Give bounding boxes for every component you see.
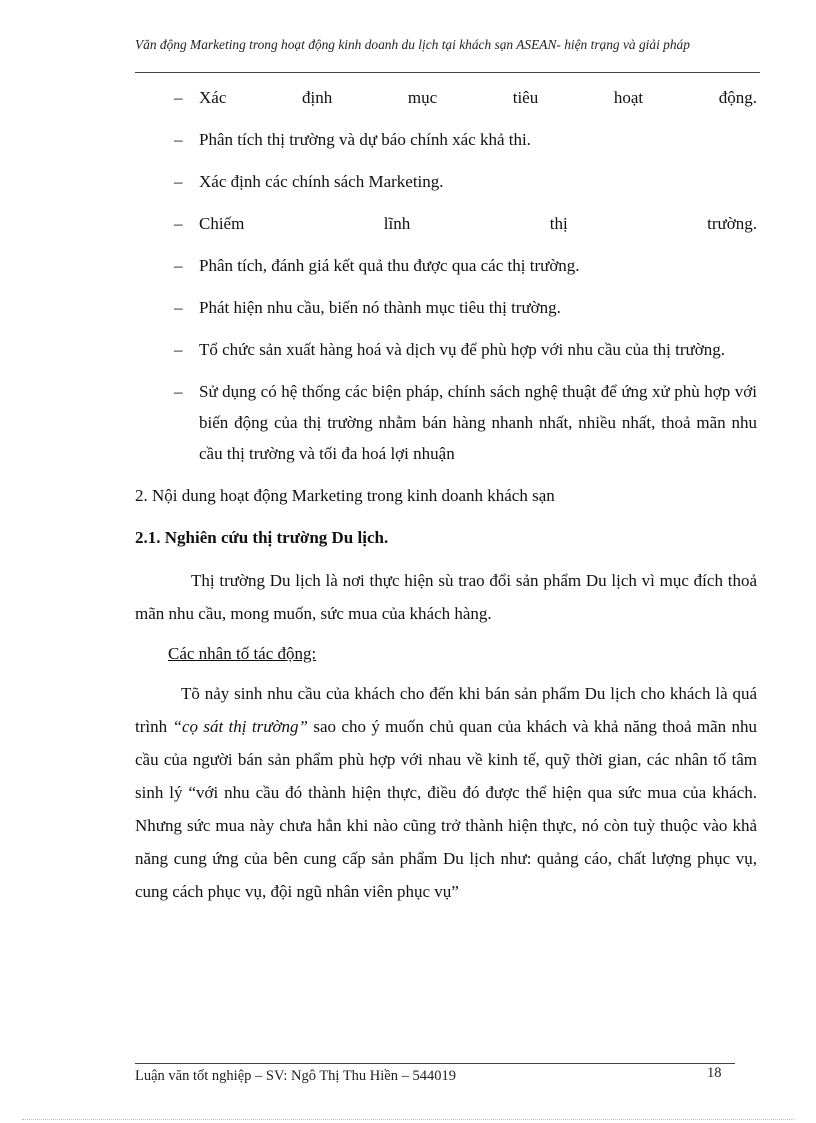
bullet-item xyxy=(135,166,757,197)
bullet-text: Phân tích thị trường và dự báo chính xác khả thi. xyxy=(199,130,531,149)
dash-marker: – xyxy=(174,172,183,191)
bullet-text: Xác định các chính sách Marketing. xyxy=(199,172,444,191)
page-body xyxy=(135,82,757,916)
bullet-text: Sử dụng có hệ thống các biện pháp, chính sách nghệ thuật để ứng xử phù hợp với biến động của thị trường nhằm bán hàng nhanh nhất, nhiều nhất, thoả mãn nhu cầu thị trường và tối đa hoá lợi nhuận xyxy=(199,382,757,463)
running-header: Văn động Marketing trong hoạt động kinh doanh du lịch tại khách sạn ASEAN- hiện trạng và giải pháp xyxy=(135,37,690,52)
paragraph: Thị trường Du lịch là nơi thực hiện sù trao đổi sản phẩm Du lịch vì mục đích thoả mãn nhu cầu, mong muốn, sức mua của khách hàng. xyxy=(135,571,757,623)
bullet-text: Phát hiện nhu cầu, biến nó thành mục tiêu thị trường. xyxy=(199,298,561,317)
bullet-item xyxy=(135,250,757,281)
footer-text: Luận văn tốt nghiệp – SV: Ngô Thị Thu Hiền – 544019 xyxy=(135,1068,456,1084)
page-edge-divider xyxy=(22,1119,794,1120)
dash-marker: – xyxy=(174,88,183,107)
dash-marker: – xyxy=(174,382,183,401)
bullet-item xyxy=(135,208,757,239)
header-divider xyxy=(135,72,760,73)
paragraph-text-start: Tõ nảy sinh nhu cầu của khách cho đến khi bán sản phẩm Du lịch cho khách là quá trình xyxy=(135,684,757,736)
bullet-item xyxy=(135,124,757,155)
bullet-item xyxy=(135,376,757,469)
bullet-text: Phân tích, đánh giá kết quả thu được qua các thị trường. xyxy=(199,256,580,275)
dash-marker: – xyxy=(174,214,183,233)
page-number: 18 xyxy=(707,1065,722,1081)
subsection-heading: 2.1. Nghiên cứu thị trường Du lịch. xyxy=(135,528,389,547)
bullet-text: Chiếm lĩnh thị trường. xyxy=(199,214,757,233)
paragraph-text-end: sao cho ý muốn chủ quan của khách và khả năng thoả mãn nhu cầu của người bán sản phẩm phù hợp với nhau về kinh tế, quỹ thời gian, các nhân tố tâm sinh lý “với nhu cầu đó thành hiện thực, điều đó được thể hiện qua sức mua của khách. Nhưng sức mua này chưa hẳn khi nào cũng trở thành hiện thực, nó còn tuỳ thuộc vào khả năng cung ứng của bên cung cấp sản phẩm Du lịch như: quảng cáo, chất lượng phục vụ, cung cách phục vụ, đội ngũ nhân viên phục vụ” xyxy=(135,717,757,901)
section-heading: 2. Nội dung hoạt động Marketing trong kinh doanh khách sạn xyxy=(135,486,555,505)
bullet-text: Xác định mục tiêu hoạt động. xyxy=(199,88,757,107)
bullet-text: Tổ chức sản xuất hàng hoá và dịch vụ để phù hợp với nhu cầu của thị trường. xyxy=(199,340,725,359)
bullet-item xyxy=(135,82,757,113)
underlined-subheading: Các nhân tố tác động: xyxy=(168,644,317,663)
footer-divider xyxy=(135,1063,735,1064)
paragraph xyxy=(135,677,757,908)
bullet-item xyxy=(135,334,757,365)
dash-marker: – xyxy=(174,340,183,359)
bullet-item xyxy=(135,292,757,323)
italic-quote: “cọ sát thị trường” xyxy=(172,717,309,736)
dash-marker: – xyxy=(174,256,183,275)
dash-marker: – xyxy=(174,298,183,317)
dash-marker: – xyxy=(174,130,183,149)
